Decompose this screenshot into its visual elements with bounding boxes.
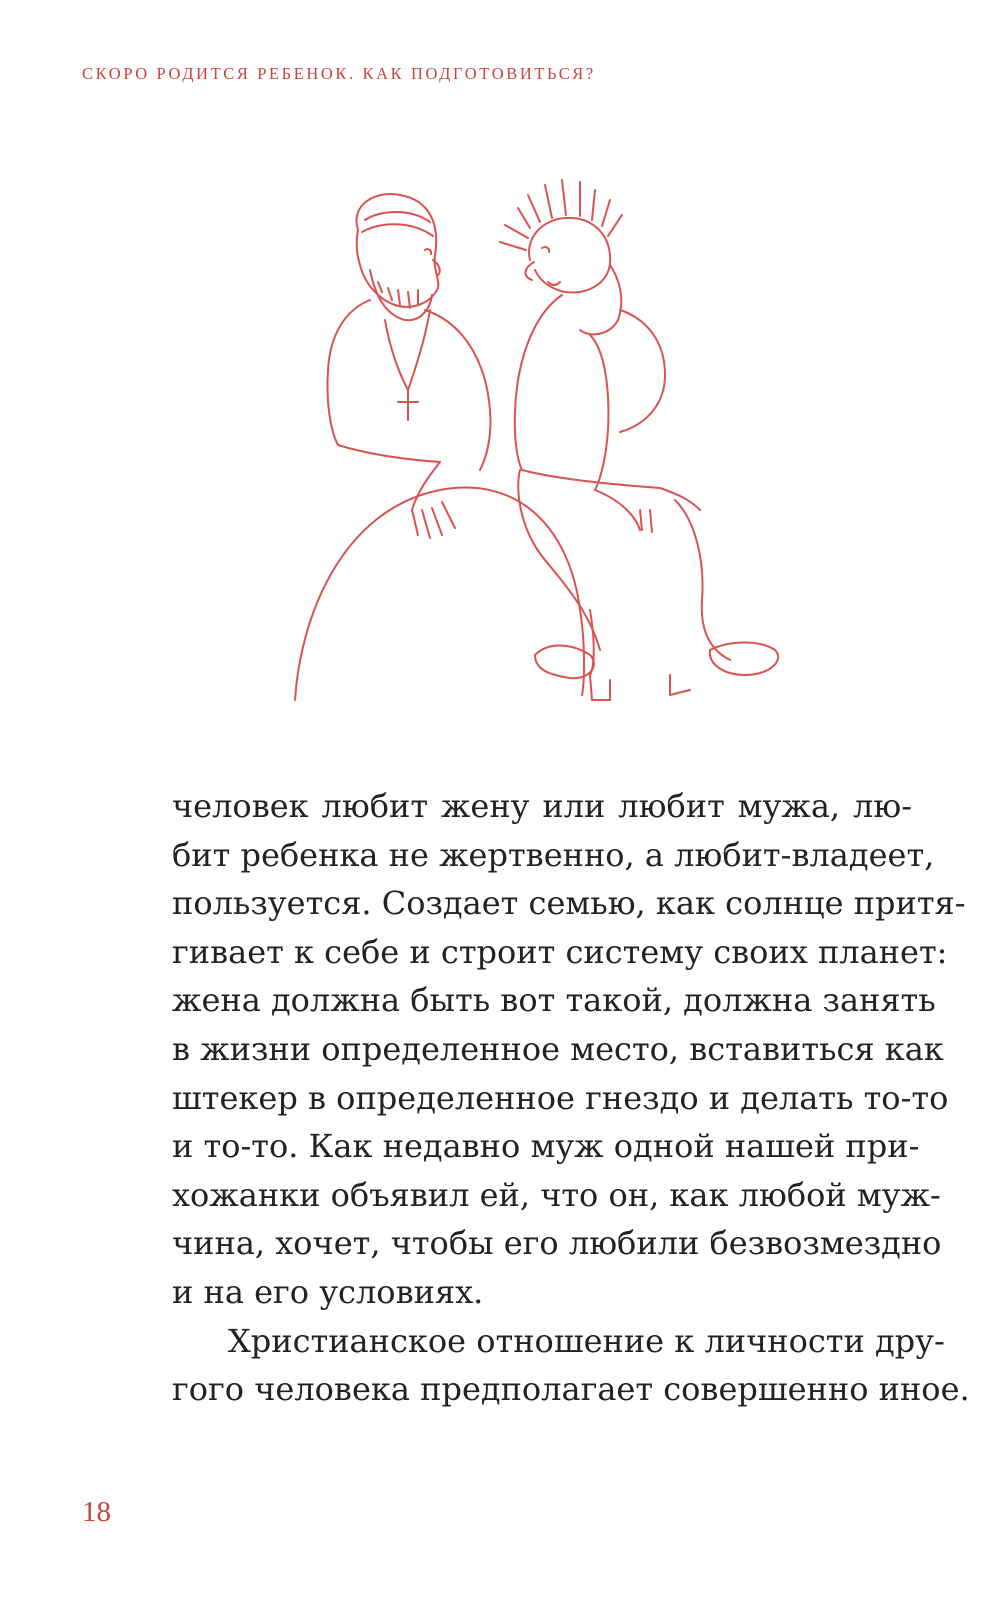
- text-line: штекер в определенное гнездо и делать то-то: [172, 1078, 949, 1117]
- text-line: и на его условиях.: [172, 1272, 484, 1311]
- text-line: пользуется. Создает семью, как солнце притя-: [172, 884, 966, 923]
- text-line: бит ребенка не жертвенно, а любит-владеет,: [172, 835, 935, 874]
- text-line: гивает к себе и строит систему своих планет:: [172, 932, 948, 971]
- body-text: [172, 782, 970, 1414]
- running-header: СКОРО РОДИТСЯ РЕБЕНОК. КАК ПОДГОТОВИТЬСЯ?: [82, 64, 596, 83]
- page-number: 18: [82, 1496, 111, 1528]
- text-line: и то-то. Как недавно муж одной нашей при-: [172, 1127, 920, 1166]
- paragraph-first-line: Христианское отношение к личности дру-: [228, 1321, 945, 1360]
- text-line: хожанки объявил ей, что он, как любой муж-: [172, 1175, 941, 1214]
- text-line: человек любит жену или любит мужа, лю-: [172, 787, 912, 825]
- illustration: [290, 170, 790, 730]
- text-line: жена должна быть вот такой, должна занять: [172, 981, 936, 1020]
- text-line: чина, хочет, чтобы его любили безвозмездно: [172, 1224, 942, 1263]
- text-line: гого человека предполагает совершенно иное.: [172, 1370, 970, 1409]
- text-line: в жизни определенное место, вставиться как: [172, 1029, 944, 1068]
- two-seated-figures-icon: [290, 170, 790, 730]
